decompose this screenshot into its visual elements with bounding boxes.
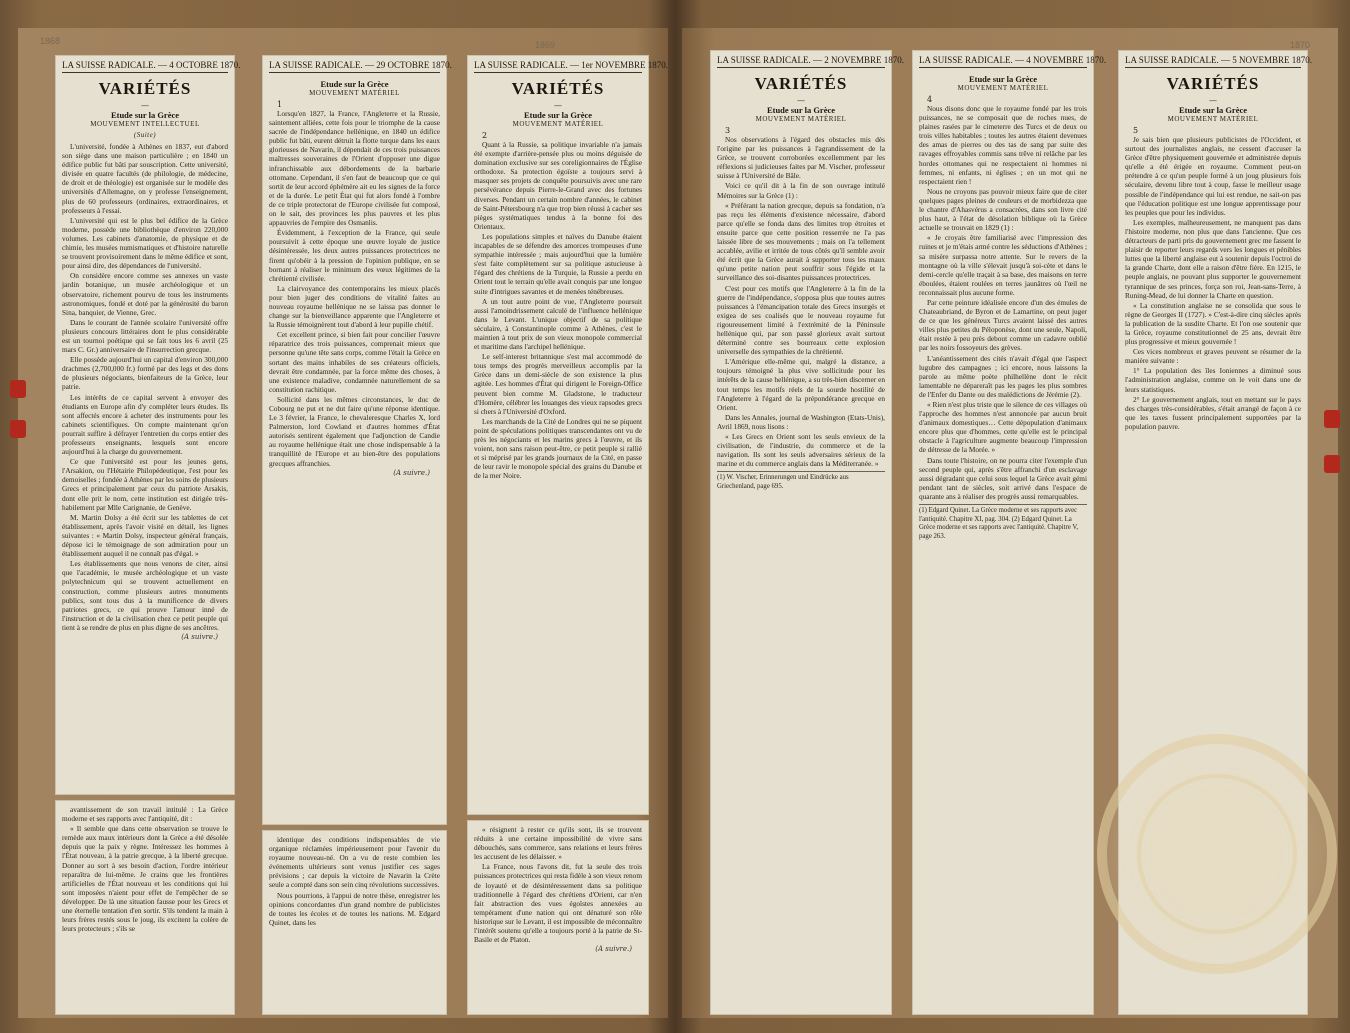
paragraph: « Préférant la nation grecque, depuis sa fondation, n'a pas reçu les éléments d'existence nécessaire, d'abord parce qu'elle se fonda dans des limites trop étroites et ensuite parce que cette position resserrée ne l'a pas laissée libre de ses mouvements ; mais on l'a tellement accablée, avilie et irritée de tous côtés qu'il semble avoir été écrit que la Grèce aurait à supporter tous les maux qu'une petite nation peut souffrir sous l'égide et la surveillance des soi-disantes puissances protectrices. <box>717 200 885 283</box>
paragraph: L'Amérique elle-même qui, malgré la distance, a toujours témoigné la plus vive sollicitude pour les intérêts de la cause hellénique, a su très-bien discerner en tout temps les motifs réels de la sourde hostilité de l'Angleterre à l'égard de la prépondérance grecque en Orient. <box>717 357 885 412</box>
article-subtitle: MOUVEMENT MATÉRIEL <box>755 115 847 123</box>
clipping-header: LA SUISSE RADICALE. — 2 NOVEMBRE 1870. <box>717 55 885 68</box>
paragraph: Cet excellent prince, si bien fait pour concilier l'œuvre réparatrice des trois puissances, comprenait mieux que personne qu'une tête sans corps, comme l'était la Grèce en sortant des mains inhabiles de ses créateurs officiels, devrait être condamnée, par la force même des choses, à une existence maladive, condamnée naturellement de sa constitution rachitique. <box>269 330 440 394</box>
paragraph: Nos observations à l'égard des obstacles mis dès l'origine par les puissances à l'agrandissement de la Grèce, se trouvent corroborées excellemment par les réflexions si judicieuses faites par M. Vischer, professeur suisse à l'Université de Bâle. <box>717 135 885 181</box>
paragraph: Évidemment, à l'exception de la France, qui seule poursuivit à cette époque une œuvre loyale de justice désintéressée, les deux autres puissances protectrices ne firent qu'obéir à la pression de l'opinion publique, en se bornant à réaliser le minimum des vœux légitimes de la chrétienté civilisée. <box>269 228 440 283</box>
paragraph: Elle possède aujourd'hui un capital d'environ 300,000 drachmes (2,700,000 fr.) formé par des legs et des dons de plusieurs négociants, bienfaiteurs de la Grèce, leur patrie. <box>62 355 228 392</box>
library-seal-watermark <box>1097 734 1337 974</box>
varietes-heading: VARIÉTÉS <box>98 79 192 98</box>
paragraph: Ce que l'université est pour les jeunes gens, l'Arsakion, ou l'Hétairie Philopédeutique, l'est pour les demoiselles ; fondée à Athènes par les soins de plusieurs Grecs et principalement par ceux du patriote Arsakis, dont elle prit le nom, cette institution est dirigée très-habilement par Mlle Carignanie, de Genève. <box>62 457 228 512</box>
installment-number: 2 <box>482 131 488 140</box>
installment-number: 5 <box>1133 126 1139 135</box>
paragraph: Nous disons donc que le royaume fondé par les trois puissances, ne se composait que de roches nues, de plaines rasées par le cimeterre des Turcs et de deux ou trois villes habitables ; toutes les autres étaient devenues des amas de pierres ou des tas de sang par suite des ravages effroyables commis sans trêve ni relâche par les hordes ottomanes qui ne respectaient ni hommes ni femmes, ni enfants, ni églises ; en un mot qui ne respectaient rien ! <box>919 104 1087 186</box>
paragraph: L'anéantissement des cités n'avait d'égal que l'aspect lugubre des campagnes ; ici encore, nous laissons la parole au même poète philhellène dont le récit lamentable ne dépareraît pas les pages les plus sombres de l'Enfer du Dante ou des malédictions de Jérémie (2). <box>919 353 1087 399</box>
paragraph: Les marchands de la Cité de Londres qui ne se piquent point de spéculations politiques transcendantes ont vu de près les négociants et les marins grecs à l'œuvre, et ils voient, non sans raison peut-être, ce petit peuple si rallié et si méprisé par les grands journaux de la Cité, en passe de leur ravir le monopole spécial des grains du Danube et de la mer Noire. <box>474 416 642 481</box>
paragraph: Ces vices nombreux et graves peuvent se résumer de la manière suivante : <box>1125 347 1301 366</box>
to-be-continued: (A suivre.) <box>595 945 632 954</box>
installment-number: 3 <box>725 126 731 135</box>
red-tab-right-1 <box>1324 410 1340 428</box>
paragraph: Nous pourrions, à l'appui de notre thèse, enregistrer les opinions concordantes d'un grand nombre de publicistes de toutes les écoles et de toutes les nations. M. Edgard Quinet, dans les <box>269 890 440 927</box>
article-body <box>717 135 885 468</box>
article-body <box>919 104 1087 501</box>
clipping-7 <box>55 800 235 1015</box>
paragraph: avantissement de son travail intitulé : La Grèce moderne et ses rapports avec l'antiquité, dit : <box>62 805 228 824</box>
article-title: Etude sur la Grèce <box>320 79 389 89</box>
paragraph: « Les Grecs en Orient sont les seuls envieux de la civilisation, de l'industrie, du commerce et de la navigation. Ils sont les seuls adversaires sérieux de la marine et du commerce anglais dans la Méditerranée. » <box>717 432 885 469</box>
paragraph: M. Martin Dolsy a été écrit sur les tablettes de cet établissement, après l'avoir visité en détail, les lignes suivantes : « Martin Dolsy, inspecteur général français, dépose ici le témoignage de son admiration pour un établissement auquel il ne connaît pas d'égal. » <box>62 512 228 559</box>
paragraph: Les exemples, malheureusement, ne manquent pas dans l'histoire moderne, non plus que dans l'ancienne. Que ces détracteurs de parti pris du gouvernement grec me fassent le plaisir de reporter leurs regards vers les longues et pénibles luttes que la liberté anglaise eut à soutenir depuis l'octroi de la grande Charte, dont elle a raison d'être fière. En 1215, le peuple anglais, ne pouvant plus supporter le gouvernement tyrannique de ses princes, força son roi, Jean-sans-Terre, à Runing-Mead, de lui donner la Charte en question. <box>1125 217 1301 300</box>
paragraph: Les intérêts de ce capital servent à envoyer des étudiants en Europe afin d'y compléter leurs études. Ils sont affectés encore à acheter des instruments pour les cabinets scientifiques. On compte maintenant qu'on pourrait suffire à défrayer l'entretien du corps entier des professeurs enseignants, lesquels sont encore aujourd'hui à la charge du gouvernement. <box>62 392 228 457</box>
varietes-heading: VARIÉTÉS <box>511 79 605 98</box>
paragraph: Sollicité dans les mêmes circonstances, le duc de Cobourg ne put et ne dut faire qu'une réponse identique. Le 3 février, la France, le chevaleresque Charles X, lord Palmerston, lord Cowland et d'autres hommes d'État autorisés sentirent également que l'adjonction de Candie au royaume hellénique était une chose indispensable à la tranquillité de l'Europe et au bien-être des populations grecques affranchies. <box>269 394 440 468</box>
article-body <box>474 825 642 944</box>
paragraph: Nous ne croyons pas pouvoir mieux faire que de citer quelques pages pleines de couleurs et de morbidezza que le chantre d'Ahasvérus a consacrées, dans son livre cité plus haut, à l'état de désolation biblique où la Grèce actuelle se trouvait en 1829 (1) : <box>919 186 1087 233</box>
footnote: (1) Edgard Quinet. La Grèce moderne et ses rapports avec l'antiquité. Chapitre XI, pag. 304. (2) Edgard Quinet. La Grèce moderne et ses rapports avec l'antiquité. Chapitre V, page 263. <box>919 504 1087 541</box>
paragraph: 2° Le gouvernement anglais, tout en mettant sur le pays des charges très-considérables, s'était arrangé de façon à ce que les taxes fussent principalement supportées par la population pauvre. <box>1125 394 1301 431</box>
paragraph: A un tout autre point de vue, l'Angleterre poursuit aussi l'amoindrissement calculé de l'influence hellénique dans le Levant. L'unique objectif de sa politique séculaire, à Constantinople comme à Athènes, c'est le maintien à tout prix de son vieux monopole commercial et maritime dans l'archipel hellénique. <box>474 296 642 352</box>
paragraph: Les populations simples et naïves du Danube étaient incapables de se défendre des amorces trompeuses d'une sympathie intéressée ; mais aujourd'hui que la lumière s'est faite complètement sur sa politique astucieuse à l'égard des chrétiens de la Turquie, la Russie a perdu en Orient tout le terrain qu'elle avait conquis par une longue suite d'intrigues savantes et de menées ténébreuses. <box>474 231 642 296</box>
red-tab-right-2 <box>1324 455 1340 473</box>
clipping-4: LA SUISSE RADICALE. — 2 NOVEMBRE 1870. VARIÉTÉS — Etude sur la Grèce MOUVEMENT MATÉRIEL 3 Nos observations à l'égard des obstacles mis dès l'origine par les puissances à l'agrandissement de la Grèce, se trouvent corroborées excellemment par les réflexions si judicieuses faites par M. Vischer, professeur suisse à l'Université de Bâle. Voici ce qu'il dit à la fin de son ouvrage intitulé Mémoires sur la Grèce (1) : « Préférant la nation grecque, depuis sa fondation, n'a pas reçu les éléments d'existence nécessaire, d'abord parce qu'elle se fonda dans des limites trop étroites et ensuite parce que cette position resserrée ne l'a pas laissée libre de ses mouvements ; mais on l'a tellement accablée, avilie et irritée de tous côtés qu'il semble avoir été écrit que la Grèce aurait à supporter tous les maux qu'une petite nation peut souffrir sous l'égide et la surveillance des soi-disantes puissances protectrices. C'est pour ces motifs que l'Angleterre à la fin de la guerre de l'indépendance, s'opposa plus que toutes autres puissances à l'émancipation totale des Grecs insurgés et exigea de ses coalisés que le nouveau royaume fut rigoureusement limité à l'extrémité de la Péninsule hellénique qui, par son passé glorieux avait surtout déterminé contre ses bourreaux cette explosion universelle des sympathies de la chrétienté. L'Amérique elle-même qui, malgré la distance, a toujours témoigné la plus vive sollicitude pour les intérêts de la cause hellénique, a su très-bien discerner en tout temps les motifs réels de la sourde hostilité de l'Angleterre à l'égard de la prépondérance grecque en Orient. Dans les Annales, journal de Washington (Etats-Unis), Avril 1869, nous lisons : « Les Grecs en Orient sont les seuls envieux de la civilisation, de l'industrie, du commerce et de la navigation. Ils sont les seuls adversaires sérieux de la marine et du commerce anglais dans la Méditerranée. » (1) W. Vischer, Erinnerungen und Eindrücke aus Griechenland, page 695. <box>710 50 892 1015</box>
paragraph: Voici ce qu'il dit à la fin de son ouvrage intitulé Mémoires sur la Grèce (1) : <box>717 181 885 200</box>
paragraph: L'université, fondée à Athènes en 1837, eut d'abord son siège dans une maison particulière ; en 1840 un édifice public fut bâti par souscription. Cette université, divisée en quatre facultés (de philologie, de médecine, de droit et de théologie) est organisée sur le modèle des universités d'Allemagne, on y professe l'enseignement, plus de 60 professeurs (ordinaires, extraordinaires, et professeurs à l'essai. <box>62 142 228 215</box>
pencil-mark: 1868 <box>40 36 61 46</box>
paragraph: Les établissements que nous venons de citer, ainsi que l'académie, le musée archéologique et un vaste polytechnicum qui se trouvent actuellement en construction, comme plusieurs autres monuments publics, sont tous dus à la munificence de divers patriotes grecs, ce qui prouve l'amour inné de l'instruction et de la civilisation chez ce petit peuple qui tient à se rendre de plus en plus digne de ses ancêtres. <box>62 559 228 632</box>
paragraph: L'université qui est le plus bel édifice de la Grèce moderne, possède une bibliothèque d'environ 220,000 volumes. Les cabinets d'anatomie, de physique et de chimie, les musées numismatiques et d'histoire naturelle se trouvent provisoirement dans le même édifice et sont, pour ainsi dire, des dépendances de l'université. <box>62 215 228 271</box>
installment-number: 4 <box>927 95 933 104</box>
clipping-9 <box>467 820 649 1015</box>
article-title: Etude sur la Grèce <box>523 110 593 120</box>
to-be-continued: (A suivre.) <box>181 632 218 641</box>
article-subtitle: MOUVEMENT INTELLECTUEL <box>90 120 200 128</box>
article-title: Etude sur la Grèce <box>766 105 836 115</box>
paragraph: identique des conditions indispensables de vie organique réclamées impérieusement pour l'avenir du royaume nouveau-né. On a vu de reste combien les événements ultérieurs sont venus justifier ces sages prévisions ; car depuis la victoire de Navarin la Crète seule a compté dans son sein cinq révolutions successives. <box>269 835 440 890</box>
paragraph: Je sais bien que plusieurs publicistes de l'Occident, et surtout des journalistes anglais, ne cessent d'accuser la Grèce d'être physiquement gouvernée et administrée depuis qu'elle a été érigée en royaume. Comment peut-on prétendre à ce qu'un peuple formé à un joug plusieurs fois séculaire, devenu libre tout à coup, fasse le meilleur usage possible de l'indépendance qui lui est rendue, ne sait-on pas que l'éducation politique est une longue apprentissage pour les peuples que pour les individus. <box>1125 135 1301 217</box>
paragraph: « Rien n'est plus triste que le silence de ces villages où l'approche des hommes n'est annoncée par aucun bruit d'animaux domestiques… Cette dépopulation d'animaux encore plus que d'hommes, cette qu'elle est le principal obstacle à l'agriculture augmente beaucoup l'impression de détresse de la Morée. » <box>919 400 1087 455</box>
clipping-header: LA SUISSE RADICALE. — 4 OCTOBRE 1870. <box>62 60 228 73</box>
to-be-continued: (A suivre.) <box>393 468 430 477</box>
article-body <box>62 805 228 933</box>
clipping-header: LA SUISSE RADICALE. — 29 OCTOBRE 1870. <box>269 60 440 73</box>
clipping-5 <box>912 50 1107 1015</box>
clipping-header: LA SUISSE RADICALE. — 1er NOVEMBRE 1870. <box>474 60 642 73</box>
article-subtitle: MOUVEMENT MATÉRIEL <box>957 84 1049 92</box>
paragraph: La France, nous l'avons dit, fut la seule des trois puissances protectrices qui resta fidèle à son vieux renom de loyauté et de désintéressement dans sa politique traditionnelle à l'égard des chrétiens d'Orient, car n'en fait abstraction des vues égoïstes annexées au tempérament d'une nation qui ont dénaturé son rôle historique sur le Levant, il est impossible de méconnaître l'intérêt soutenu qu'elle a toujours porté à la patrie de St-Basile et de Platon. <box>474 862 642 945</box>
pencil-mark: 1869 <box>535 40 556 50</box>
paragraph: 1° La population des îles Ioniennes a diminué sous l'administration anglaise, comme on le voit dans une de leurs statistiques. <box>1125 366 1301 394</box>
paragraph: Dans toute l'histoire, on ne pourra citer l'exemple d'un second peuple qui, après s'être affranchi d'un esclavage aussi dégradant que celui sous lequel la Grèce avait gémi pendant tant de siècles, soit arrivé dans l'espace de quarante ans à réaliser des progrès aussi remarquables. <box>919 455 1087 501</box>
article-body <box>269 109 440 468</box>
paragraph: Dans le courant de l'année scolaire l'université offre plusieurs concours littéraires dont le plus considérable est un tournoi poétique qui se fait tous les 6 avril (25 mars C. Gr.) anniversaire de l'insurrection grecque. <box>62 317 228 355</box>
footnote: (1) W. Vischer, Erinnerungen und Eindrücke aus Griechenland, page 695. <box>717 471 885 491</box>
clipping-8 <box>262 830 447 1015</box>
article-title: Etude sur la Grèce <box>968 74 1038 84</box>
red-tab-left-2 <box>10 420 26 438</box>
paragraph: Dans les Annales, journal de Washington (Etats-Unis), Avril 1869, nous lisons : <box>717 412 885 431</box>
clipping-header: LA SUISSE RADICALE. — 4 NOVEMBRE 1870. <box>919 55 1087 68</box>
clipping-1: LA SUISSE RADICALE. — 4 OCTOBRE 1870. VARIÉTÉS — Etude sur la Grèce MOUVEMENT INTELLECTUEL (Suite) L'université, fondée à Athènes en 1837, eut d'abord son siège dans une maison particulière ; en 1840 un édifice public fut bâti par souscription. Cette université, divisée en quatre facultés (de philologie, de médecine, de droit et de théologie) est organisée sur le modèle des universités d'Allemagne, on y professe l'enseignement, plus de 60 professeurs (ordinaires, extraordinaires, et professeurs à l'essai. L'université qui est le plus bel édifice de la Grèce moderne, possède une bibliothèque d'environ 220,000 volumes. Les cabinets d'anatomie, de physique et de chimie, les musées numismatiques et d'histoire naturelle se trouvent provisoirement dans le même édifice et sont, pour ainsi dire, des dépendances de l'université. On considère encore comme ses annexes un vaste jardin botanique, un musée archéologique et un observatoire, richement pourvu de tous les instruments astronomiques, fondé et doté par la générosité du baron Sina, banquier, de Vienne, Grec. Dans le courant de l'année scolaire l'université offre plusieurs concours littéraires dont le plus considérable est un tournoi poétique qui se fait tous les 6 avril (25 mars C. Gr.) anniversaire de l'insurrection grecque. Elle possède aujourd'hui un capital d'environ 300,000 drachmes (2,700,000 fr.) formé par des legs et des dons de plusieurs négociants, bienfaiteurs de la Grèce, leur patrie. Les intérêts de ce capital servent à envoyer des étudiants en Europe afin d'y compléter leurs études. Ils sont affectés encore à acheter des instruments pour les cabinets scientifiques. On compte maintenant qu'on pourrait suffire à défrayer l'entretien du corps entier des professeurs enseignants, lesquels sont encore aujourd'hui à la charge du gouvernement. Ce que l'université est pour les jeunes gens, l'Arsakion, ou l'Hétairie Philopédeutique, l'est pour les demoiselles ; fondée à Athènes par les soins de plusieurs Grecs et principalement par ceux du patriote Arsakis, dont elle prit le nom, cette institution est dirigée très-habilement par Mlle Carignanie, de Genève. M. Martin Dolsy a été écrit sur les tablettes de cet établissement, après l'avoir visité en détail, les lignes suivantes : « Martin Dolsy, inspecteur général français, dépose ici le témoignage de son admiration pour un établissement auquel il ne connaît pas d'égal. » Les établissements que nous venons de citer, ainsi que l'académie, le musée archéologique et un vaste polytechnicum qui se trouvent actuellement en construction, comme plusieurs autres monuments publics, sont tous dus à la munificence de divers patriotes grecs, ce qui prouve l'amour inné de l'instruction et de la civilisation chez ce petit peuple qui tient à se rendre de plus en plus digne de ses ancêtres. (A suivre.) <box>55 55 235 795</box>
clipping-6: LA SUISSE RADICALE. — 5 NOVEMBRE 1870. VARIÉTÉS — Etude sur la Grèce MOUVEMENT MATÉRIEL 5 Je sais bien que plusieurs publicistes de l'Occident, et surtout des journalistes anglais, ne cessent d'accuser la Grèce d'être physiquement gouvernée et administrée depuis qu'elle a été érigée en royaume. Comment peut-on prétendre à ce qu'un peuple formé à un joug plusieurs fois séculaire, devenu libre tout à coup, fasse le meilleur usage possible de l'indépendance qui lui est rendue, ne sait-on pas que l'éducation politique est une longue apprentissage pour les peuples que pour les individus. Les exemples, malheureusement, ne manquent pas dans l'histoire moderne, non plus que dans l'ancienne. Que ces détracteurs de parti pris du gouvernement grec me fassent le plaisir de reporter leurs regards vers les longues et pénibles luttes que la liberté anglaise eut à soutenir depuis l'octroi de la grande Charte, dont elle a raison d'être fière. En 1215, le peuple anglais, ne pouvant plus supporter le gouvernement tyrannique de ses princes, força son roi, Jean-sans-Terre, à Runing-Mead, de lui donner la Charte en question. « La constitution anglaise ne se consolida que sous le règne de Georges II (1727). » C'est-à-dire cinq siècles après la publication de la susdite Charte. Et l'on ose soutenir que la Grèce, royaume constitutionnel de 25 ans, devrait être plus progressive et mieux gouvernée ! Ces vices nombreux et graves peuvent se résumer de la manière suivante : 1° La population des îles Ioniennes a diminué sous l'administration anglaise, comme on le voit dans une de leurs statistiques. 2° Le gouvernement anglais, tout en mettant sur le pays des charges très-considérables, s'était arrangé de façon à ce que les taxes fussent principalement supportées par la population pauvre. <box>1118 50 1308 1015</box>
clipping-2 <box>262 55 452 825</box>
paragraph: « La constitution anglaise ne se consolida que sous le règne de Georges II (1727). » C'est-à-dire cinq siècles après la publication de la susdite Charte. Et l'on ose soutenir que la Grèce, royaume constitutionnel de 25 ans, devrait être plus progressive et mieux gouvernée ! <box>1125 300 1301 347</box>
article-body <box>1125 135 1301 431</box>
paragraph: Quant à la Russie, sa politique invariable n'a jamais été exempte d'arrière-pensée plus ou moins déguisée de domination exclusive sur ses coreligionnaires de l'Église orthodoxe. Sa protection égoïste a toujours servi à masquer ses projets de conquête poursuivis avec une rare persévérance depuis Pierre-le-Grand avec des fortunes diverses. Pendant un certain nombre d'années, le cabinet de Saint-Pétersbourg n'a que trop bien réussi à cacher ses pièges systématiques tendus à la bonne foi des Orientaux. <box>474 140 642 231</box>
paragraph: Par cette peinture idéalisée encore d'un des émules de Chateaubriand, de Byron et de Lamartine, on peut juger de ce que les généreux Turcs avaient laissé des autres villes plus petites du Péloponèse, dont une seule, Napoli, était restée à peu près debout comme un cadavre oublié par les noirs fossoyeurs des grèves. <box>919 297 1087 353</box>
clipping-3: LA SUISSE RADICALE. — 1er NOVEMBRE 1870. VARIÉTÉS — Etude sur la Grèce MOUVEMENT MATÉRIEL 2 Quant à la Russie, sa politique invariable n'a jamais été exempte d'arrière-pensée plus ou moins déguisée de domination exclusive sur ses coreligionnaires de l'Église orthodoxe. Sa protection égoïste a toujours servi à masquer ses projets de conquête poursuivis avec une rare persévérance depuis Pierre-le-Grand avec des fortunes diverses. Pendant un certain nombre d'années, le cabinet de Saint-Pétersbourg n'a que trop bien réussi à cacher ses pièges systématiques tendus à la bonne foi des Orientaux. Les populations simples et naïves du Danube étaient incapables de se défendre des amorces trompeuses d'une sympathie intéressée ; mais aujourd'hui que la lumière s'est faite complètement sur sa politique astucieuse à l'égard des chrétiens de la Turquie, la Russie a perdu en Orient tout le terrain qu'elle avait conquis par une longue suite d'intrigues savantes et de menées ténébreuses. A un tout autre point de vue, l'Angleterre poursuit aussi l'amoindrissement calculé de l'influence hellénique dans le Levant. L'unique objectif de sa politique séculaire, à Constantinople comme à Athènes, c'est le maintien à tout prix de son vieux monopole commercial et maritime dans l'archipel hellénique. Le self-interest britannique s'est mal accommodé de tous temps des progrès merveilleux accomplis par la Grèce dans un demi-siècle de son existence la plus agitée. Les hommes d'État qui dirigent le Foreign-Office peuvent bien comme M. Gladstone, le traducteur d'Homère, célébrer les louanges des vieux rapsodes grecs si chers à l'Université d'Oxford. Les marchands de la Cité de Londres qui ne se piquent point de spéculations politiques transcendantes ont vu de près les négociants et les marins grecs à l'œuvre, et ils voient, non sans raison peut-être, ce petit peuple si rallié et si méprisé par les grands journaux de la Cité, en passe de leur ravir le monopole spécial des grains du Danube et de la mer Noire. <box>467 55 649 815</box>
article-title: Etude sur la Grèce <box>110 110 180 120</box>
article-subtitle: MOUVEMENT MATÉRIEL <box>309 89 400 97</box>
article-title: Etude sur la Grèce <box>1178 105 1248 115</box>
paragraph: Le self-interest britannique s'est mal accommodé de tous temps des progrès merveilleux accomplis par la Grèce dans un demi-siècle de son existence la plus agitée. Les hommes d'État qui dirigent le Foreign-Office peuvent bien comme M. Gladstone, le traducteur d'Homère, célébrer les louanges des vieux rapsodes grecs si chers à l'Université d'Oxford. <box>474 352 642 416</box>
article-body <box>62 142 228 632</box>
paragraph: « résignent à rester ce qu'ils sont, ils se trouvent réduits à une certaine impossibilité de vivre sans débouchés, sans commerce, sans relations et leurs frères les accusent de les délaisser. » <box>474 825 642 862</box>
article-body <box>269 835 440 927</box>
clipping-header: LA SUISSE RADICALE. — 5 NOVEMBRE 1870. <box>1125 55 1301 68</box>
pencil-mark: 1870 <box>1290 40 1311 50</box>
article-body <box>474 140 642 480</box>
paragraph: C'est pour ces motifs que l'Angleterre à la fin de la guerre de l'indépendance, s'opposa plus que toutes autres puissances à l'émancipation totale des Grecs insurgés et exigea de ses coalisés que le nouveau royaume fut rigoureusement limité à l'extrémité de la Péninsule hellénique qui, par son passé glorieux avait surtout déterminé contre ses bourreaux cette explosion universelle des sympathies de la chrétienté. <box>717 283 885 357</box>
varietes-heading: VARIÉTÉS <box>754 74 848 93</box>
paragraph: La clairvoyance des contemporains les mieux placés pour bien juger des conditions de vitalité faites au nouveau royaume hellénique ne se laissa pas donner le change sur la bienveillance apparente que l'Angleterre et la Russie témoignèrent tout d'abord à leur pupille chétif. <box>269 283 440 330</box>
red-tab-left-1 <box>10 380 26 398</box>
paragraph: « Il semble que dans cette observation se trouve le remède aux maux intérieurs dont la Grèce a été désolée depuis que la paix y règne. Intéressez les hommes à l'État nouveau, à la patrie grecque, à la liberté grecque. Donner au sort à ses besoin d'action, l'ordre intérieur reparaîtra de lui-même. Je crains que les frontières artificielles de l'État nouveau et les conditions qui lui sont imposées n'aient pour effet de l'empêcher de se développer. De là une situation fausse pour les Grecs et une éternelle tentation d'en sortir. S'ils tendent la main à leurs frères restés sous le joug, ils excitent la colère de leurs protecteurs ; s'ils se <box>62 824 228 934</box>
paragraph: « Je croyais être familiarisé avec l'impression des ruines et je m'étais armé contre les séductions d'Athènes ; sa misère surpassa notre attente. Sur le revers de la montagne où la ville s'élevait jusqu'à soi-cète et dans le demi-cercle qu'elle traçait à sa base, des maisons en terre éboulées, étaient roulées en terres jaunâtres où l'œil ne reconnaissait plus aucune forme. <box>919 233 1087 297</box>
paragraph: On considère encore comme ses annexes un vaste jardin botanique, un musée archéologique et un observatoire, richement pourvu de tous les instruments astronomiques, fondé et doté par la générosité du baron Sina, banquier, de Vienne, Grec. <box>62 271 228 317</box>
varietes-heading: VARIÉTÉS <box>1166 74 1260 93</box>
paragraph: Lorsqu'en 1827, la France, l'Angleterre et la Russie, saintement alliées, cette fois pour le triomphe de la cause sacrée de l'indépendance hellénique, en 1840 un édifice public fut bâti, eurent détruit la flotte turque dans les eaux glorieuses de Navarin, il dépendait de ces trois puissances maîtresses souveraines de l'Orient d'opposer une digue infranchissable aux débordements de la barbarie ottomane. Cependant, il s'en faut de beaucoup que ce qui sortit de leur accord éphémère ait eu les signes de la force et de la durée. Le petit État qui fut alors fondé à l'ombre de ce triple protectorat de l'Europe civilisée fut composé, on le sait, des provinces les plus pauvres et les plus appauvries de l'empire des Osmanlis. <box>269 109 440 228</box>
article-subtitle: MOUVEMENT MATÉRIEL <box>512 120 604 128</box>
article-subtitle: MOUVEMENT MATÉRIEL <box>1167 115 1259 123</box>
installment-number: 1 <box>277 100 283 109</box>
article-continued: (Suite) <box>133 131 157 139</box>
